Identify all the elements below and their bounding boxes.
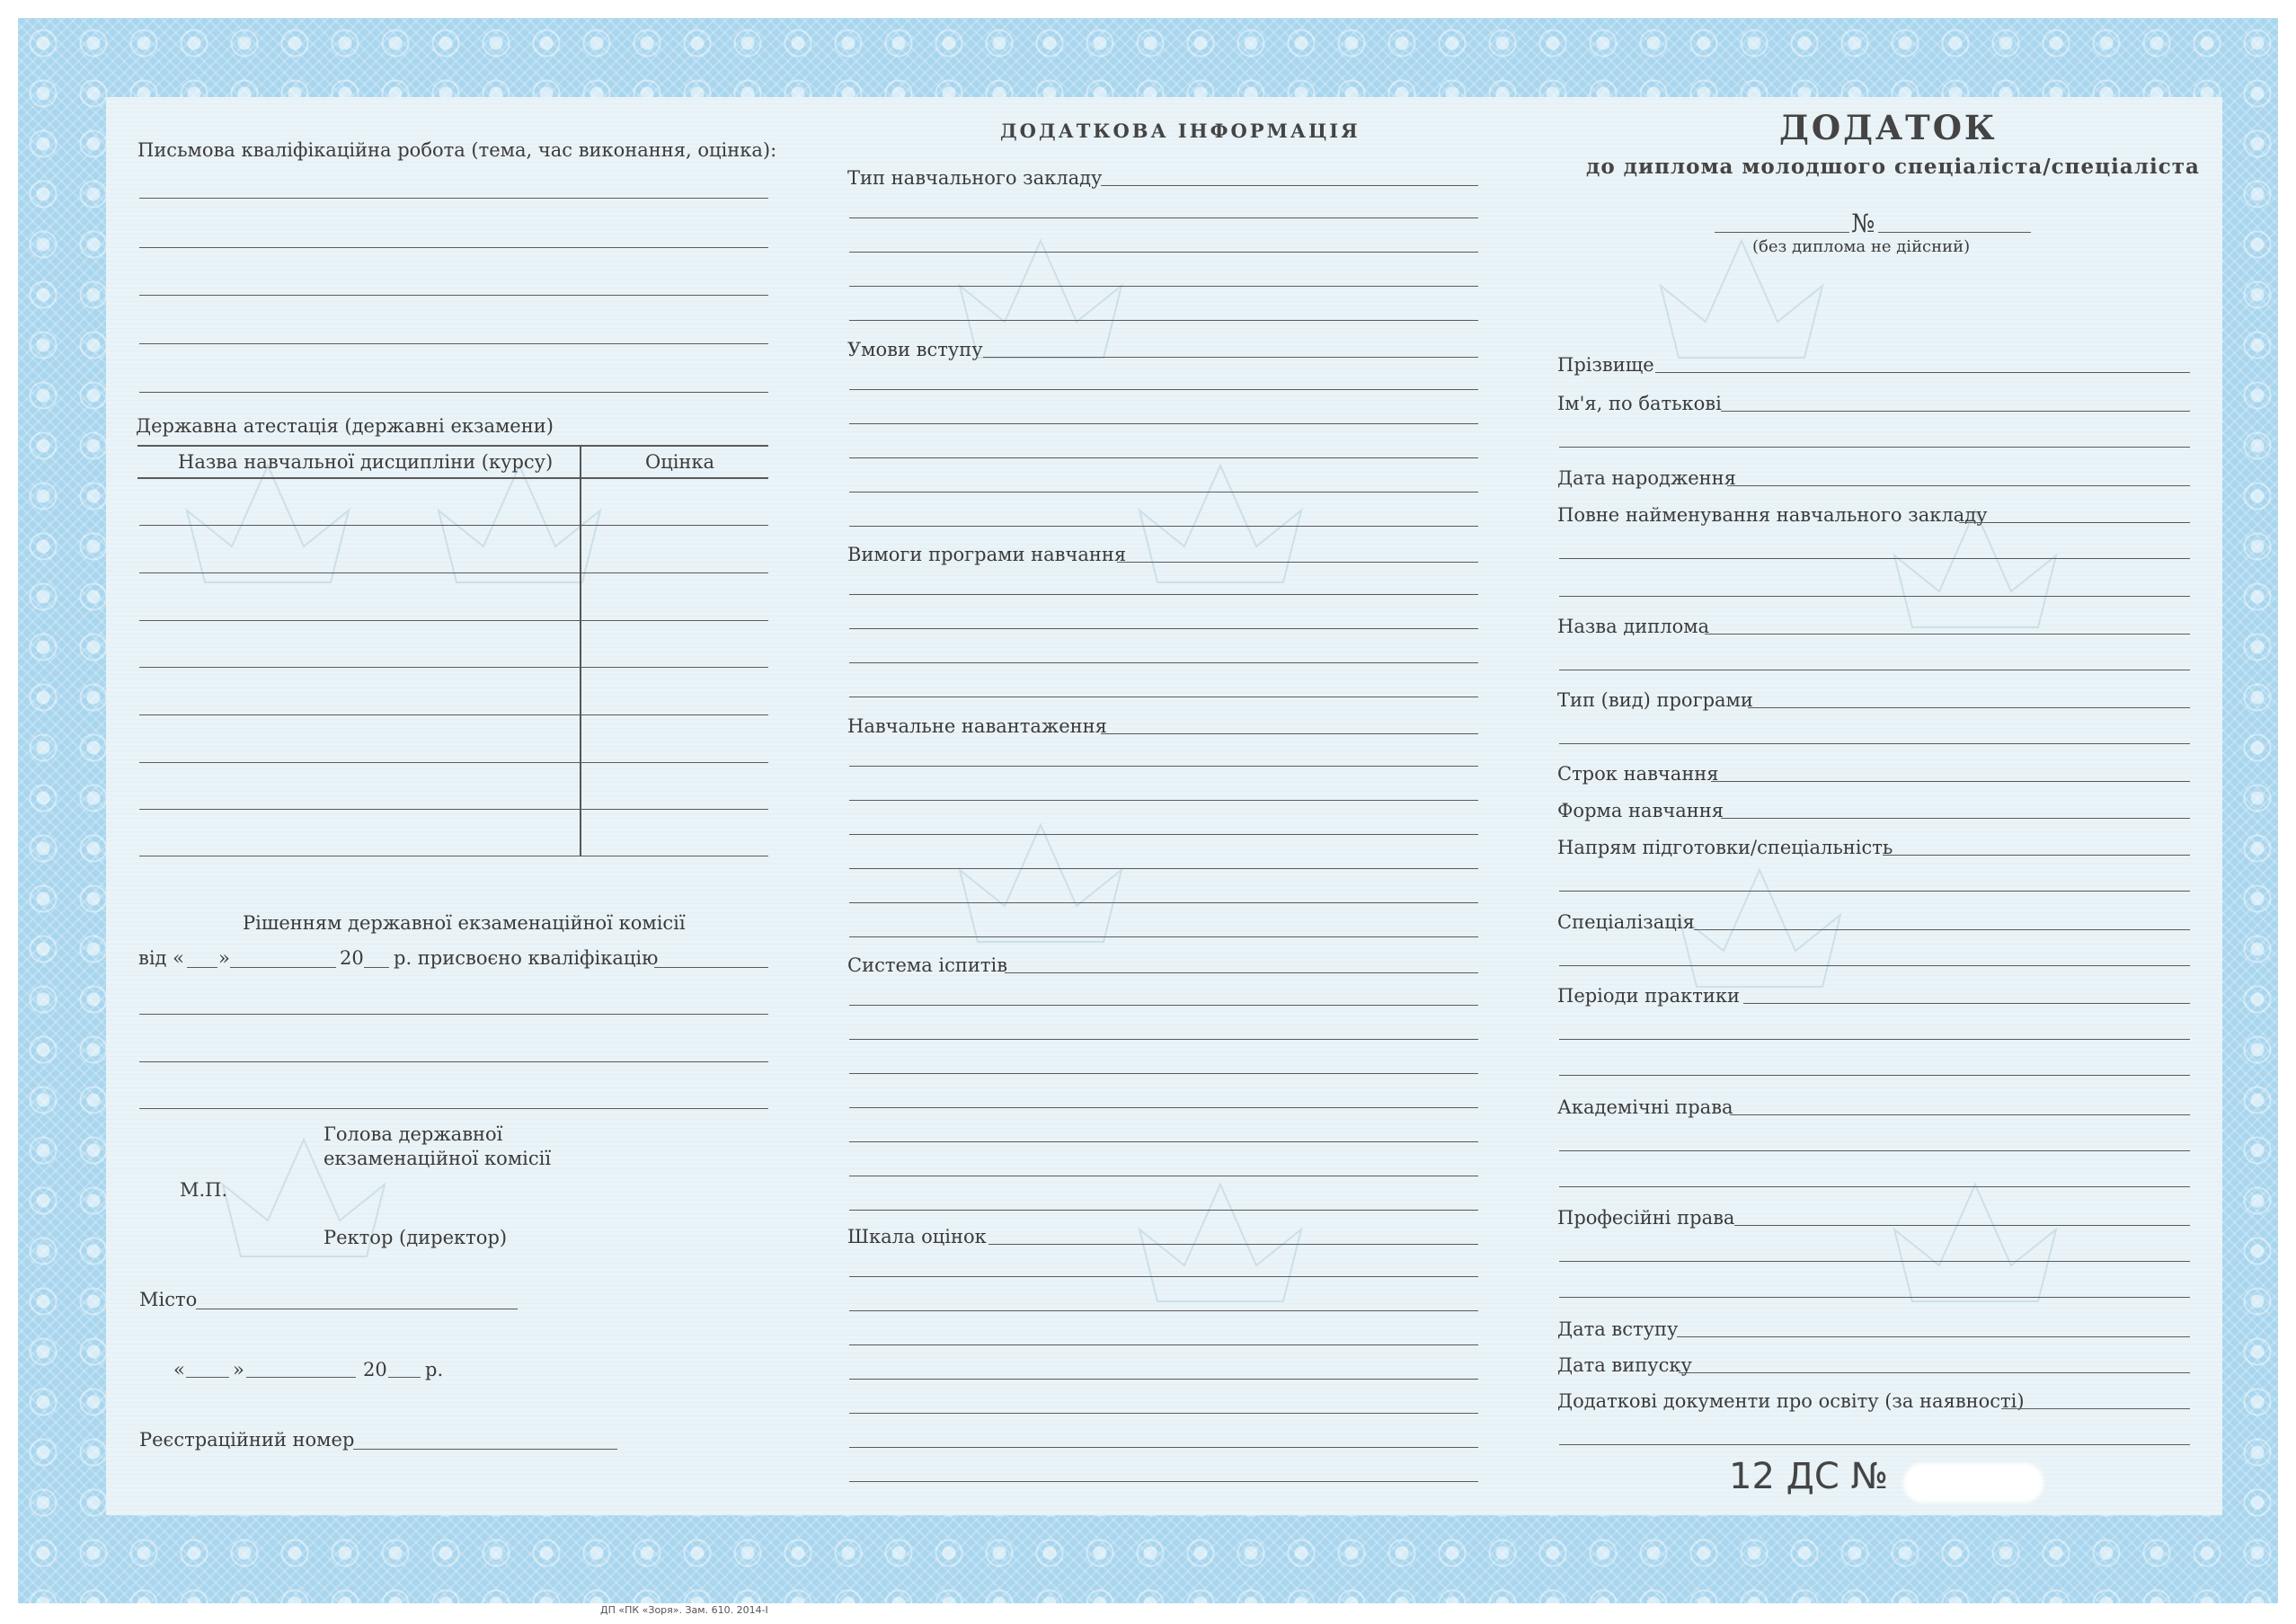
text-line[interactable] xyxy=(1559,596,2190,597)
field-label: Дата випуску xyxy=(1557,1354,1692,1376)
text-line[interactable] xyxy=(849,217,1478,218)
program-requirements-field[interactable] xyxy=(1117,562,1478,563)
professional-rights-field[interactable] xyxy=(1734,1225,2190,1226)
qualification-line-3[interactable] xyxy=(139,1061,768,1062)
form-background xyxy=(106,97,2222,1515)
field-label: Напрям підготовки/спеціальність xyxy=(1557,837,1893,858)
number-sign: № xyxy=(1851,209,1875,238)
text-line[interactable] xyxy=(849,492,1478,493)
written-work-line-2[interactable] xyxy=(139,247,768,248)
issue-month-field[interactable] xyxy=(246,1377,356,1378)
text-line[interactable] xyxy=(1559,1039,2190,1040)
registration-number-label: Реєстраційний номер xyxy=(139,1429,355,1451)
written-work-label: Письмова кваліфікаційна робота (тема, час виконання, оцінка): xyxy=(137,139,777,161)
text-line[interactable] xyxy=(1559,965,2190,966)
text-line[interactable] xyxy=(849,594,1478,595)
table-row[interactable] xyxy=(139,572,768,573)
text-line[interactable] xyxy=(849,457,1478,458)
table-row[interactable] xyxy=(139,809,768,810)
text-line[interactable] xyxy=(1559,1150,2190,1151)
field-label: Прізвище xyxy=(1557,354,1654,376)
redacted-serial-number xyxy=(1903,1463,2043,1503)
text-line[interactable] xyxy=(849,1344,1478,1345)
not-valid-note: (без диплома не дійсний) xyxy=(1752,237,1971,256)
text-line[interactable] xyxy=(849,1447,1478,1448)
date-quote-close: » xyxy=(218,947,230,969)
text-line[interactable] xyxy=(849,902,1478,903)
grading-scale-field[interactable] xyxy=(988,1244,1478,1245)
surname-field[interactable] xyxy=(1655,372,2190,373)
watermark-pattern xyxy=(106,97,2222,1515)
study-load-field[interactable] xyxy=(1101,733,1478,734)
qualification-suffix: р. присвоєно кваліфікацію xyxy=(394,947,659,969)
serial-number-label: 12 ДС № xyxy=(1729,1456,1889,1497)
text-line[interactable] xyxy=(849,1276,1478,1277)
table-row[interactable] xyxy=(139,525,768,526)
admission-date-field[interactable] xyxy=(1677,1336,2190,1337)
commission-head-label-1: Голова державної xyxy=(324,1123,503,1145)
institution-type-field[interactable] xyxy=(1101,185,1478,186)
field-label: Навчальне навантаження xyxy=(847,715,1107,737)
admission-conditions-field[interactable] xyxy=(983,357,1478,358)
table-row[interactable] xyxy=(139,620,768,621)
stamp-place-label: М.П. xyxy=(180,1179,228,1201)
additional-documents-field[interactable] xyxy=(2001,1408,2190,1409)
text-line[interactable] xyxy=(1559,1261,2190,1262)
table-column-divider xyxy=(580,445,581,856)
study-form-field[interactable] xyxy=(1721,818,2190,819)
exam-system-field[interactable] xyxy=(1005,972,1478,973)
city-label: Місто xyxy=(139,1289,198,1310)
rector-label: Ректор (директор) xyxy=(324,1227,508,1248)
diploma-number-field[interactable] xyxy=(1878,232,2031,233)
text-line[interactable] xyxy=(849,834,1478,835)
text-line[interactable] xyxy=(849,868,1478,869)
institution-full-name-field[interactable] xyxy=(1959,522,2190,523)
table-row[interactable] xyxy=(139,667,768,668)
text-line[interactable] xyxy=(849,1413,1478,1414)
table-header-grade: Оцінка xyxy=(645,451,715,473)
field-label: Дата вступу xyxy=(1557,1318,1679,1340)
field-label: Система іспитів xyxy=(847,954,1008,976)
birth-date-field[interactable] xyxy=(1727,485,2190,486)
issue-year-field[interactable] xyxy=(388,1377,421,1378)
text-line[interactable] xyxy=(1559,558,2190,559)
field-label: Тип (вид) програми xyxy=(1557,689,1753,711)
decision-year-prefix: 20 xyxy=(340,947,364,969)
text-line[interactable] xyxy=(849,766,1478,767)
date-from-prefix: від « xyxy=(138,947,184,969)
table-row[interactable] xyxy=(139,714,768,715)
issue-year-suffix: р. xyxy=(425,1359,444,1380)
specialty-field[interactable] xyxy=(1883,855,2190,856)
text-line[interactable] xyxy=(849,1210,1478,1211)
text-line[interactable] xyxy=(849,1107,1478,1108)
written-work-line-5[interactable] xyxy=(139,392,768,393)
text-line[interactable] xyxy=(1559,447,2190,448)
field-label: Умови вступу xyxy=(847,339,983,360)
qualification-field[interactable] xyxy=(654,967,768,968)
page-title: ДОДАТОК xyxy=(1779,108,1998,147)
text-line[interactable] xyxy=(1559,1075,2190,1076)
date-open-quote: « xyxy=(173,1359,185,1380)
qualification-line-2[interactable] xyxy=(139,1014,768,1015)
written-work-line-3[interactable] xyxy=(139,295,768,296)
text-line[interactable] xyxy=(849,1379,1478,1380)
field-label: Тип навчального закладу xyxy=(847,167,1103,189)
text-line[interactable] xyxy=(849,526,1478,527)
text-line[interactable] xyxy=(849,389,1478,390)
text-line[interactable] xyxy=(1559,743,2190,744)
field-label: Ім'я, по батькові xyxy=(1557,393,1722,414)
written-work-line-4[interactable] xyxy=(139,343,768,344)
registration-number-field[interactable] xyxy=(353,1449,617,1450)
text-line[interactable] xyxy=(849,252,1478,253)
field-label: Періоди практики xyxy=(1557,985,1740,1007)
text-line[interactable] xyxy=(849,628,1478,629)
field-label: Спеціалізація xyxy=(1557,911,1695,933)
table-header-discipline: Назва навчальної дисципліни (курсу) xyxy=(178,451,554,473)
table-row[interactable] xyxy=(139,762,768,763)
field-label: Вимоги програми навчання xyxy=(847,544,1127,565)
text-line[interactable] xyxy=(849,320,1478,321)
field-label: Академічні права xyxy=(1557,1096,1733,1118)
text-line[interactable] xyxy=(849,800,1478,801)
text-line[interactable] xyxy=(849,1141,1478,1142)
text-line[interactable] xyxy=(1559,1444,2190,1445)
field-label: Форма навчання xyxy=(1557,800,1724,821)
table-top-border xyxy=(137,445,768,447)
qualification-line-4[interactable] xyxy=(139,1108,768,1109)
specialization-field[interactable] xyxy=(1694,929,2190,930)
program-type-field[interactable] xyxy=(1748,707,2190,708)
field-label: Повне найменування навчального закладу xyxy=(1557,504,1988,526)
text-line[interactable] xyxy=(1559,1297,2190,1298)
date-close-quote: » xyxy=(233,1359,244,1380)
issue-day-field[interactable] xyxy=(186,1377,229,1378)
text-line[interactable] xyxy=(849,1005,1478,1006)
decision-year-field[interactable] xyxy=(364,967,389,968)
field-label: Строк навчання xyxy=(1557,763,1719,785)
text-line[interactable] xyxy=(849,1073,1478,1074)
commission-decision-label: Рішенням державної екзаменаційної комісії xyxy=(243,912,686,934)
practice-periods-field[interactable] xyxy=(1743,1003,2190,1004)
text-line[interactable] xyxy=(849,1481,1478,1482)
text-line[interactable] xyxy=(849,662,1478,663)
field-label: Професійні права xyxy=(1557,1207,1735,1229)
field-label: Назва диплома xyxy=(1557,616,1710,637)
text-line[interactable] xyxy=(849,1310,1478,1311)
text-line[interactable] xyxy=(1559,1186,2190,1187)
text-line[interactable] xyxy=(849,286,1478,287)
state-attestation-label: Державна атестація (державні екзамени) xyxy=(136,415,554,437)
series-field[interactable] xyxy=(1715,232,1849,233)
decision-month-field[interactable] xyxy=(230,967,336,968)
page-subtitle: до диплома молодшого спеціаліста/спеціаліста xyxy=(1586,155,2200,179)
table-header-border xyxy=(137,477,768,479)
text-line[interactable] xyxy=(849,423,1478,424)
graduation-date-field[interactable] xyxy=(1679,1372,2190,1373)
study-duration-field[interactable] xyxy=(1711,781,2190,782)
academic-rights-field[interactable] xyxy=(1730,1114,2190,1115)
field-label: Шкала оцінок xyxy=(847,1226,987,1247)
field-label: Додаткові документи про освіту (за наявності) xyxy=(1557,1390,2025,1412)
printer-imprint: ДП «ПК «Зоря». Зам. 610. 2014-І xyxy=(600,1604,768,1616)
text-line[interactable] xyxy=(849,936,1478,937)
diploma-name-field[interactable] xyxy=(1705,634,2190,635)
commission-head-label-2: екзаменаційної комісії xyxy=(324,1148,552,1169)
decision-day-field[interactable] xyxy=(187,967,217,968)
name-patronymic-field[interactable] xyxy=(1721,411,2190,412)
additional-info-heading: ДОДАТКОВА ІНФОРМАЦІЯ xyxy=(1000,120,1361,142)
written-work-line-1[interactable] xyxy=(139,198,768,199)
text-line[interactable] xyxy=(849,1039,1478,1040)
issue-year-prefix: 20 xyxy=(363,1359,387,1380)
text-line[interactable] xyxy=(1559,891,2190,892)
field-label: Дата народження xyxy=(1557,467,1736,489)
